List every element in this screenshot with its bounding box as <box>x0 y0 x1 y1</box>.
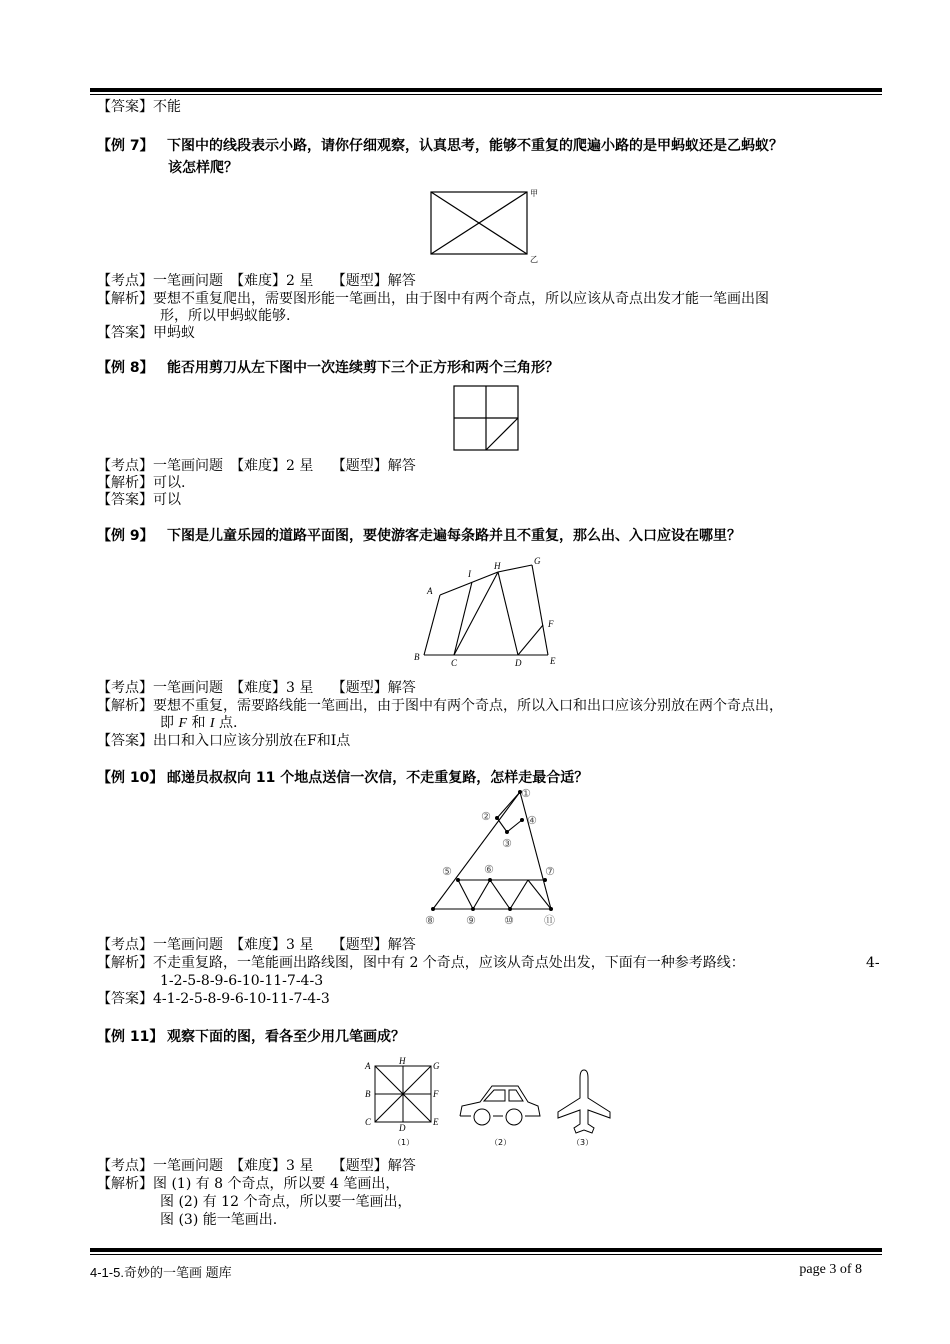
ex6-answer: 【答案】不能 <box>97 99 181 115</box>
ex8-question <box>97 358 559 378</box>
ex11-point-c: C <box>365 1117 372 1127</box>
ex9-point-b: B <box>414 652 420 662</box>
ex10-question-text: 邮递员叔叔向 11 个地点送信一次信，不走重复路，怎样走最合适？ <box>167 770 589 786</box>
ex9-point-e: E <box>550 656 556 666</box>
ex10-answer: 【答案】4-1-2-5-8-9-6-10-11-7-4-3 <box>97 991 330 1007</box>
ex7-label-jia: 甲 <box>530 189 538 198</box>
ex11-caption-1: （1） <box>393 1138 415 1147</box>
ex10-node-9: ⑨ <box>466 914 476 927</box>
ex7-answer: 【答案】甲蚂蚁 <box>97 325 195 341</box>
ex11-caption-2: （2） <box>490 1138 512 1147</box>
ex10-analysis: 【解析】不走重复路，一笔能画出路线图，图中有 2 个奇点，应该从奇点处出发，下面有一种参考路线： <box>97 955 745 971</box>
ex11-point-b: B <box>365 1089 371 1099</box>
ex9-point-g: G <box>534 556 541 566</box>
ex9-label: 【例 9】 <box>97 528 154 544</box>
ex10-meta: 【考点】一笔画问题 【难度】3 星 【题型】解答 <box>97 937 416 953</box>
ex11-point-g: G <box>433 1061 440 1071</box>
ex11-figure-3-plane <box>558 1070 610 1133</box>
ex7-meta: 【考点】一笔画问题 【难度】2 星 【题型】解答 <box>97 273 416 289</box>
ex9-question-text: 下图是儿童乐园的道路平面图，要使游客走遍每条路并且不重复，那么出、入口应设在哪里？ <box>167 528 741 544</box>
ex10-node-7: ⑦ <box>545 865 555 878</box>
footer-rule <box>90 1248 882 1252</box>
ex11-point-h: H <box>399 1056 406 1066</box>
ex9-point-a: A <box>427 586 433 596</box>
ex9-analysis: 【解析】要想不重复，需要路线能一笔画出，由于图中有两个奇点，所以入口和出口应该分别放在两个奇点出， <box>97 698 783 714</box>
ex11-question-text: 观察下面的图，看各至少用几笔画成？ <box>167 1029 405 1045</box>
ex11-meta: 【考点】一笔画问题 【难度】3 星 【题型】解答 <box>97 1158 416 1174</box>
ex9-answer: 【答案】出口和入口应该分别放在F和I点 <box>97 733 351 749</box>
ex9-figure <box>410 552 565 670</box>
ex10-label: 【例 10】 <box>97 770 164 786</box>
ex11-figure-1 <box>375 1066 431 1122</box>
ex9-point-d: D <box>515 658 522 668</box>
ex10-node-4: ④ <box>527 814 537 827</box>
ex8-question-text: 能否用剪刀从左下图中一次连续剪下三个正方形和两个三角形？ <box>167 360 559 376</box>
ex7-question-text: 下图中的线段表示小路，请你仔细观察，认真思考，能够不重复的爬遍小路的是甲蚂蚁还是乙蚂蚁？ <box>167 138 783 154</box>
ex7-figure <box>420 186 550 266</box>
ex10-node-1: ① <box>521 787 531 800</box>
ex9-point-i: I <box>468 569 471 579</box>
ex9-question <box>97 526 741 546</box>
ex9-point-c: C <box>451 658 458 668</box>
ex8-meta: 【考点】一笔画问题 【难度】2 星 【题型】解答 <box>97 458 416 474</box>
ex10-figure <box>420 782 565 930</box>
ex11-point-a: A <box>365 1061 371 1071</box>
ex10-node-10: ⑩ <box>504 914 514 927</box>
ex11-figure <box>360 1054 620 1149</box>
ex9-analysis-f: F <box>178 716 188 731</box>
ex7-question <box>97 136 783 156</box>
ex11-analysis: 【解析】图 (1) 有 8 个奇点，所以要 4 笔画出， <box>97 1176 400 1192</box>
ex10-analysis-tail: 4- <box>866 955 880 971</box>
ex7-analysis-cont: 形，所以甲蚂蚁能够. <box>160 308 291 324</box>
ex9-analysis-post: 点. <box>214 715 238 731</box>
ex7-analysis: 【解析】要想不重复爬出，需要图形能一笔画出，由于图中有两个奇点，所以应该从奇点出发才能一笔画出图 <box>97 291 769 307</box>
footer-rule-thin <box>90 1254 882 1255</box>
footer-page-number: page 3 of 8 <box>799 1262 862 1277</box>
ex9-point-f: F <box>548 619 554 629</box>
ex10-node-5: ⑤ <box>442 865 452 878</box>
ex7-label: 【例 7】 <box>97 138 154 154</box>
ex9-meta: 【考点】一笔画问题 【难度】3 星 【题型】解答 <box>97 680 416 696</box>
ex10-node-11: ⑪ <box>544 914 555 927</box>
ex9-analysis-i: I <box>209 716 215 731</box>
ex7-label-yi: 乙 <box>530 255 538 264</box>
ex10-node-3: ③ <box>502 837 512 850</box>
header-rule <box>90 88 882 92</box>
ex10-node-6: ⑥ <box>484 863 494 876</box>
ex11-figure-2-car <box>460 1086 540 1125</box>
ex11-analysis-3: 图 (3) 能一笔画出. <box>160 1212 278 1228</box>
ex11-point-e: E <box>433 1117 439 1127</box>
ex9-analysis-cont <box>160 715 238 732</box>
footer-doc-title: 4-1-5.奇妙的一笔画 题库 <box>90 1265 232 1280</box>
ex11-caption-3: （3） <box>572 1138 594 1147</box>
ex9-analysis-mid: 和 <box>187 715 210 731</box>
ex11-analysis-2: 图 (2) 有 12 个奇点，所以要一笔画出， <box>160 1194 412 1210</box>
ex9-point-h: H <box>494 561 501 571</box>
ex10-node-8: ⑧ <box>425 914 435 927</box>
ex9-analysis-pre: 即 <box>160 715 179 731</box>
ex10-node-2: ② <box>481 810 491 823</box>
ex11-point-d: D <box>399 1123 406 1133</box>
ex7-question-cont: 该怎样爬？ <box>168 160 238 176</box>
ex11-question <box>97 1027 405 1047</box>
ex11-label: 【例 11】 <box>97 1029 164 1045</box>
ex8-answer: 【答案】可以 <box>97 492 181 508</box>
ex8-figure <box>450 382 524 452</box>
header-rule-thin <box>90 94 882 95</box>
ex8-analysis: 【解析】可以. <box>97 475 186 491</box>
ex11-point-f: F <box>433 1089 439 1099</box>
ex10-analysis-cont: 1-2-5-8-9-6-10-11-7-4-3 <box>160 973 324 989</box>
ex8-label: 【例 8】 <box>97 360 154 376</box>
